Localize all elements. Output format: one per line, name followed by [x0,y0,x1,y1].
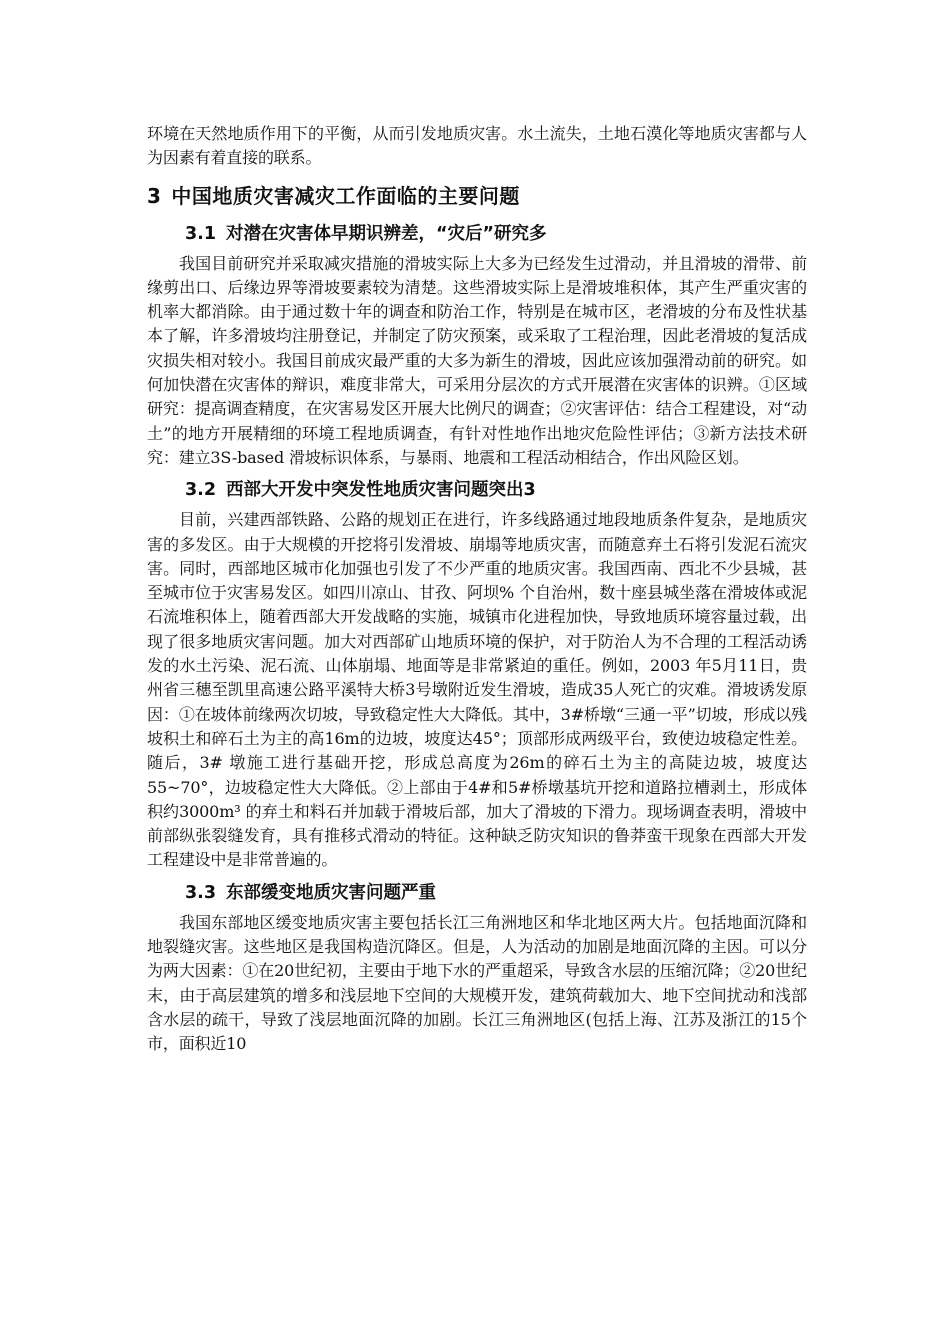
subsection-3-3-title: 东部缓变地质灾害问题严重 [226,882,437,903]
subsection-3-3-heading [147,879,807,907]
subsection-3-2-number: 3.2 [185,480,217,501]
subsection-3-3-paragraph: 我国东部地区缓变地质灾害主要包括长江三角洲地区和华北地区两大片。包括地面沉降和地裂缝灾害。这些地区是我国构造沉降区。但是，人为活动的加剧是地面沉降的主因。可以分为两大因素：①在20世纪初，主要由于地下水的严重超采，导致含水层的压缩沉降；②20世纪末，由于高层建筑的增多和浅层地下空间的大规模开发，建筑荷载加大、地下空间扰动和浅部含水层的疏干，导致了浅层地面沉降的加剧。长江三角洲地区(包括上海、江苏及浙江的15个市，面积近10 [147,912,807,1054]
section-3-number: 3 [147,183,162,208]
subsection-3-2-heading [147,476,807,504]
subsection-3-2-paragraph: 目前，兴建西部铁路、公路的规划正在进行，许多线路通过地段地质条件复杂，是地质灾害的多发区。由于大规模的开挖将引发滑坡、崩塌等地质灾害，而随意弃土石将引发泥石流灾害。同时，西部地区城市化加强也引发了不少严重的地质灾害。我国西南、西北不少县城，甚至城市位于灾害易发区。如四川凉山、甘孜、阿坝% 个自治州，数十座县城坐落在滑坡体或泥石流堆积体上，随着西部大开发战略的实施，城镇市化进程加快，导致地质环境容量过载，出现了很多地质灾害问题。加大对西部矿山地质环境的保护，对于防治人为不合理的工程活动诱发的水土污染、泥石流、山体崩塌、地面等是非常紧迫的重任。例如，2003 年5月11日，贵州省三穗至凯里高速公路平溪特大桥3号墩附近发生滑坡，造成35人死亡的灾难。滑坡诱发原因：①在坡体前缘两次切坡，导致稳定性大大降低。其中，3#桥墩“三通一平”切坡，形成以残坡积土和碎石土为主的高16m的边坡，坡度达45°；顶部形成两级平台，致使边坡稳定性差。随后，3# 墩施工进行基础开挖，形成总高度为26m的碎石土为主的高陡边坡，坡度达55~70°，边坡稳定性大大降低。②上部由于4#和5#桥墩基坑开挖和道路拉槽剥土，形成体积约3000m³ 的弃土和料石并加载于滑坡后部，加大了滑坡的下滑力。现场调查表明，滑坡中前部纵张裂缝发育，具有推移式滑动的特征。这种缺乏防灾知识的鲁莽蛮干现象在西部大开发工程建设中是非常普遍的。 [147,510,807,870]
intro-paragraph: 环境在天然地质作用下的平衡，从而引发地质灾害。水土流失，土地石漠化等地质灾害都与人为因素有着直接的联系。 [147,124,807,168]
subsection-3-1-heading [147,220,807,248]
subsection-3-1-number: 3.1 [185,223,217,244]
subsection-3-1-title: 对潜在灾害体早期识辨差，“灾后”研究多 [226,223,547,244]
section-3-title: 中国地质灾害减灾工作面临的主要问题 [171,183,520,208]
subsection-3-3-number: 3.3 [185,882,217,903]
section-3-heading [147,181,807,211]
document-page [147,122,807,1057]
subsection-3-1-paragraph: 我国目前研究并采取减灾措施的滑坡实际上大多为已经发生过滑动，并且滑坡的滑带、前缘剪出口、后缘边界等滑坡要素较为清楚。这些滑坡实际上是滑坡堆积体，其产生严重灾害的机率大都消除。由于通过数十年的调查和防治工作，特别是在城市区，老滑坡的分布及性状基本了解，许多滑坡均注册登记，并制定了防灾预案，或采取了工程治理，因此老滑坡的复活成灾损失相对较小。我国目前成灾最严重的大多为新生的滑坡，因此应该加强滑动前的研究。如何加快潜在灾害体的辩识，难度非常大，可采用分层次的方式开展潜在灾害体的识辨。①区域研究：提高调查精度，在灾害易发区开展大比例尺的调查；②灾害评估：结合工程建设，对“动土”的地方开展精细的环境工程地质调查，有针对性地作出地灾危险性评估；③新方法技术研究：建立3S-based 滑坡标识体系，与暴雨、地震和工程活动相结合，作出风险区划。 [147,253,807,467]
subsection-3-2-title: 西部大开发中突发性地质灾害问题突出3 [226,480,536,501]
